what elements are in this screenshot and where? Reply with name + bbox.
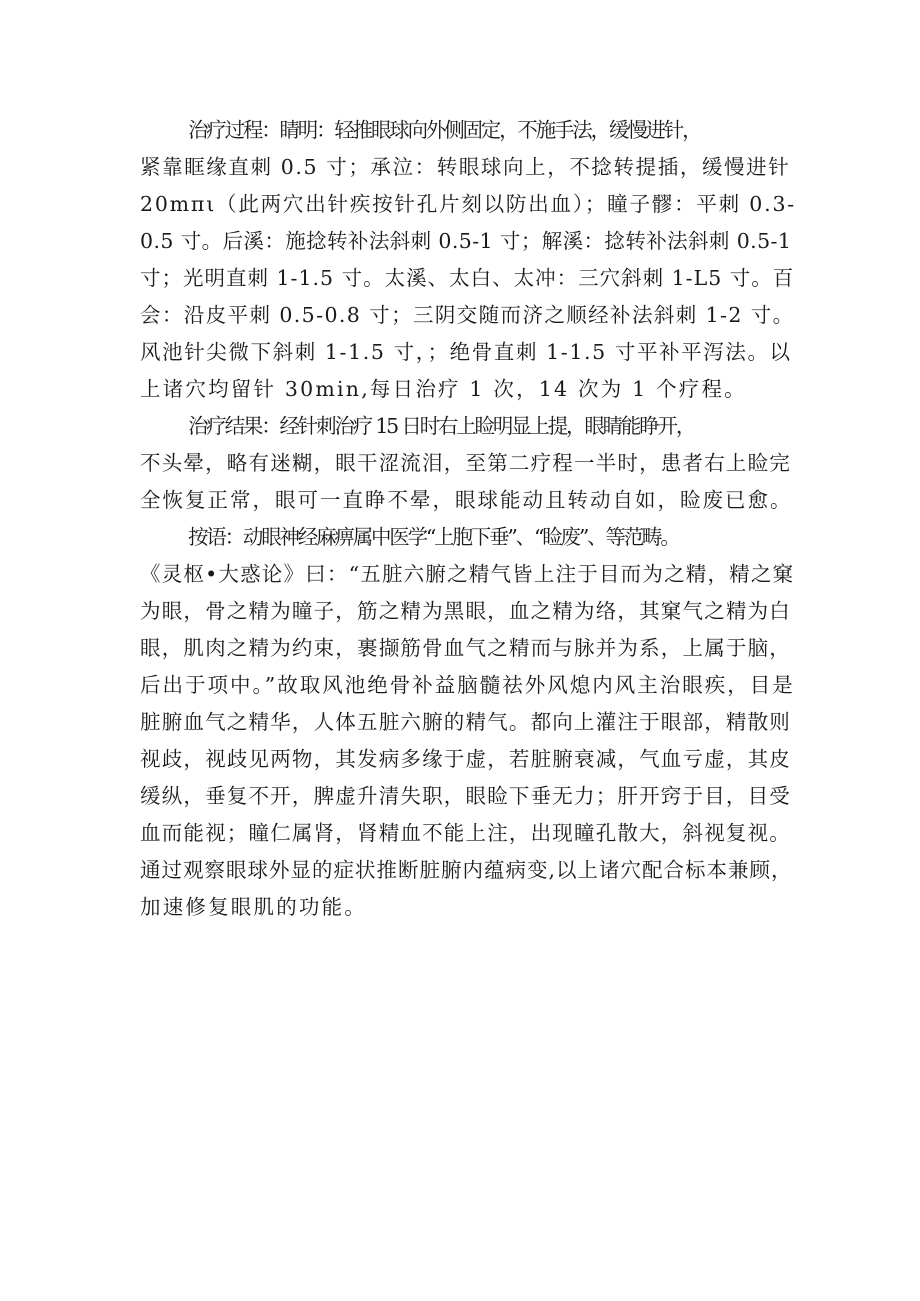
text-line: 血而能视；瞳仁属肾，肾精血不能上注，出现瞳孔散大，斜视复视。 xyxy=(140,821,791,845)
text-line: 全恢复正常，眼可一直睁不晕，眼球能动且转动自如，睑废已愈。 xyxy=(140,488,793,512)
text-line: 不头晕，略有迷糊，眼干涩流泪，至第二疗程一半时，患者右上睑完 xyxy=(140,451,791,475)
document-page xyxy=(140,112,795,926)
text-line: 会：沿皮平刺 0.5-0.8 寸；三阴交随而济之顺经补法斜刺 1-2 寸。 xyxy=(140,303,795,327)
text-line: 按语：动眼神经麻痹属中医学“上胞下垂”、“睑废”、等范畴。 xyxy=(188,525,679,549)
text-line: 眼，肌肉之精为约束，裹撷筋骨血气之精而与脉并为系，上属于脑， xyxy=(140,636,791,660)
text-line: 为眼，骨之精为瞳子，筋之精为黑眼，血之精为络，其窠气之精为白 xyxy=(140,599,791,623)
text-line: 寸；光明直刺 1-1.5 寸。太溪、太白、太冲：三穴斜刺 1-L5 寸。百 xyxy=(140,266,795,290)
text-line: 后出于项中。”故取风池绝骨补益脑髓祛外风熄内风主治眼疾，目是 xyxy=(140,673,795,697)
text-line: 风池针尖微下斜刺 1-1.5 寸，；绝骨直刺 1-1.5 寸平补平泻法。以 xyxy=(140,340,792,364)
paragraph-treatment-process xyxy=(140,112,795,408)
paragraph-commentary xyxy=(140,519,795,926)
text-line: 加速修复眼肌的功能。 xyxy=(140,895,367,919)
text-line: 20mπι（此两穴出针疾按针孔片刻以防出血）；瞳子髎：平刺 0.3- xyxy=(140,192,797,216)
text-line: 0.5 寸。后溪：施捻转补法斜刺 0.5-1 寸；解溪：捻转补法斜刺 0.5-1 xyxy=(140,229,792,253)
text-line: 视歧，视歧见两物，其发病多缘于虚，若脏腑衰减，气血亏虚，其皮 xyxy=(140,747,791,771)
text-line: 上诸穴均留针 30min,每日治疗 1 次，14 次为 1 个疗程。 xyxy=(140,377,747,401)
text-line: 紧靠眶缘直刺 0.5 寸；承泣：转眼球向上，不捻转提插，缓慢进针 xyxy=(140,155,791,179)
text-line: 治疗结果：经针刺治疗 15 日时右上睑明显上提，眼睛能睁开， xyxy=(188,414,695,438)
text-line: 脏腑血气之精华，人体五脏六腑的精气。都向上灌注于眼部，精散则 xyxy=(140,710,791,734)
text-line: 《灵枢•大惑论》曰：“五脏六腑之精气皆上注于目而为之精，精之窠 xyxy=(140,562,795,586)
text-line: 缓纵，垂复不开，脾虚升清失职，眼睑下垂无力；肝开窍于目，目受 xyxy=(140,784,791,808)
text-line: 治疗过程：睛明：轻推眼球向外侧固定，不施手法，缓慢进针， xyxy=(188,118,701,142)
paragraph-treatment-result xyxy=(140,408,795,519)
text-line: 通过观察眼球外显的症状推断脏腑内蕴病变,以上诸穴配合标本兼顾， xyxy=(140,858,793,882)
